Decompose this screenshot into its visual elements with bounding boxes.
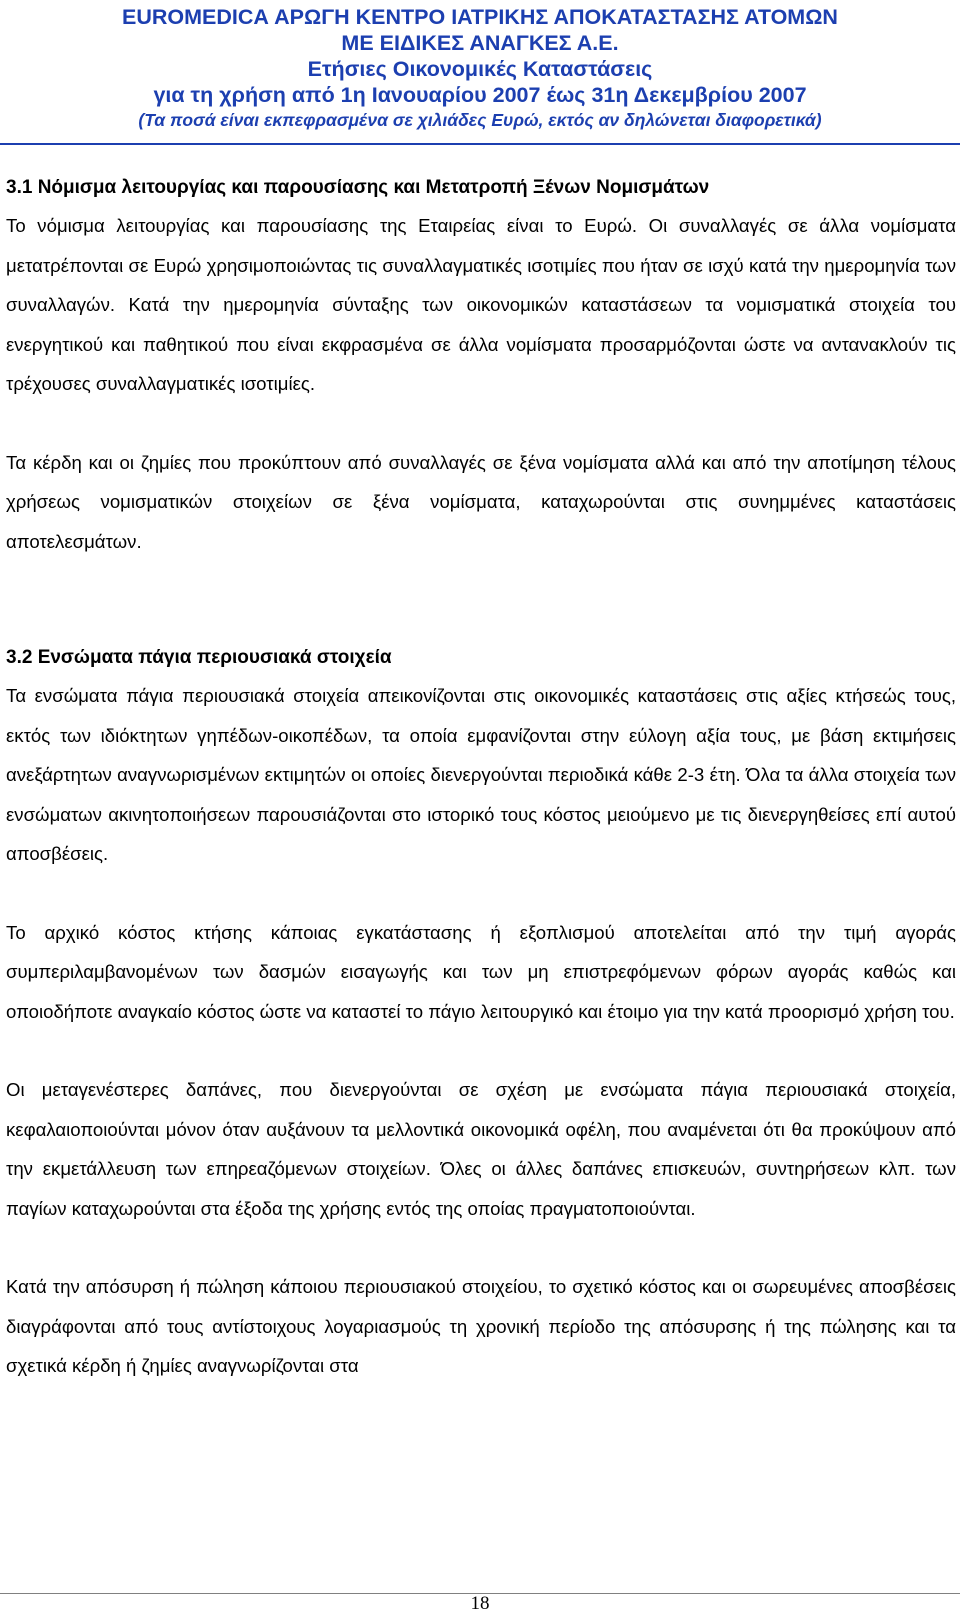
section-3-1-heading: 3.1 Νόμισμα λειτουργίας και παρουσίασης και Μετατροπή Ξένων Νομισμάτων [6, 177, 710, 198]
document-body [6, 170, 956, 1386]
header-period: για τη χρήση από 1η Ιανουαρίου 2007 έως 31η Δεκεμβρίου 2007 [153, 83, 807, 107]
section-3-1 [6, 170, 956, 561]
header-company-line-2: ΜΕ ΕΙΔΙΚΕΣ ΑΝΑΓΚΕΣ Α.Ε. [341, 31, 619, 55]
section-3-2-paragraph-4: Κατά την απόσυρση ή πώληση κάποιου περιουσιακού στοιχείου, το σχετικό κόστος και οι σωρευμένες αποσβέσεις διαγράφονται από τους αντίστοιχους λογαριασμούς τη χρονική περίοδο της απόσυρσης ή της πώλησης και τα σχετικά κέρδη ή ζημίες αναγνωρίζονται στα [6, 1276, 956, 1376]
header-currency-note: (Τα ποσά είναι εκπεφρασμένα σε χιλιάδες Ευρώ, εκτός αν δηλώνεται διαφορετικά) [138, 110, 822, 130]
section-3-2-heading: 3.2 Ενσώματα πάγια περιουσιακά στοιχεία [6, 647, 392, 668]
section-3-2-paragraph-1: Τα ενσώματα πάγια περιουσιακά στοιχεία απεικονίζονται στις οικονομικές καταστάσεις στις αξίες κτήσεώς τους, εκτός των ιδιόκτητων γηπέδων-οικοπέδων, τα οποία εμφανίζονται στην εύλογη αξία τους, με βάση εκτιμήσεις ανεξάρτητων αναγνωρισμένων εκτιμητών οι οποίες διενεργούνται περιοδικά κάθε 2-3 έτη. Όλα τα άλλα στοιχεία των ενσώματων ακινητοποιήσεων παρουσιάζονται στο ιστορικό τους κόστος μειούμενο με τις διενεργηθείσες επί αυτού αποσβέσεις. [6, 685, 956, 864]
section-3-2 [6, 640, 956, 1386]
section-3-1-paragraph-1: Το νόμισμα λειτουργίας και παρουσίασης της Εταιρείας είναι το Ευρώ. Οι συναλλαγές σε άλλα νομίσματα μετατρέπονται σε Ευρώ χρησιμοποιώντας τις συναλλαγματικές ισοτιμίες που ήταν σε ισχύ κατά την ημερομηνία των συναλλαγών. Κατά την ημερομηνία σύνταξης των οικονομικών καταστάσεων τα νομισματικά στοιχεία του ενεργητικού και παθητικού που είναι εκφρασμένα σε άλλα νομίσματα προσαρμόζονται ώστε να αντανακλούν τις τρέχουσες συναλλαγματικές ισοτιμίες. [6, 215, 956, 394]
section-3-2-paragraph-2: Το αρχικό κόστος κτήσης κάποιας εγκατάστασης ή εξοπλισμού αποτελείται από την τιμή αγοράς συμπεριλαμβανομένων των δασμών εισαγωγής και των μη επιστρεφόμενων φόρων αγοράς καθώς και οποιοδήποτε αναγκαίο κόστος ώστε να καταστεί το πάγιο λειτουργικό και έτοιμο για την κατά προορισμό χρήση του. [6, 921, 956, 1022]
header-divider [0, 143, 960, 145]
section-3-1-paragraph-2: Τα κέρδη και οι ζημίες που προκύπτουν από συναλλαγές σε ξένα νομίσματα αλλά και από την αποτίμηση τέλους χρήσεως νομισματικών στοιχείων σε ξένα νομίσματα, καταχωρούνται στις συνημμένες καταστάσεις αποτελεσμάτων. [6, 451, 956, 552]
header-report-title: Ετήσιες Οικονομικές Καταστάσεις [307, 57, 653, 81]
section-3-2-paragraph-3: Οι μεταγενέστερες δαπάνες, που διενεργούνται σε σχέση με ενσώματα πάγια περιουσιακά στοιχεία, κεφαλαιοποιούνται μόνον όταν αυξάνουν τα μελλοντικά οικονομικά οφέλη, που αναμένεται ότι θα προκύψουν από την εκμετάλλευση των επηρεαζόμενων στοιχείων. Όλες οι άλλες δαπάνες επισκευών, συντηρήσεων κλπ. των παγίων καταχωρούνται στα έξοδα της χρήσης εντός της οποίας πραγματοποιούνται. [6, 1079, 956, 1219]
header-company-line-1: EUROMEDICA ΑΡΩΓΗ ΚΕΝΤΡΟ ΙΑΤΡΙΚΗΣ ΑΠΟΚΑΤΑΣΤΑΣΗΣ ΑΤΟΜΩΝ [122, 5, 838, 29]
page-number: 18 [470, 1593, 490, 1614]
document-header [0, 4, 960, 132]
